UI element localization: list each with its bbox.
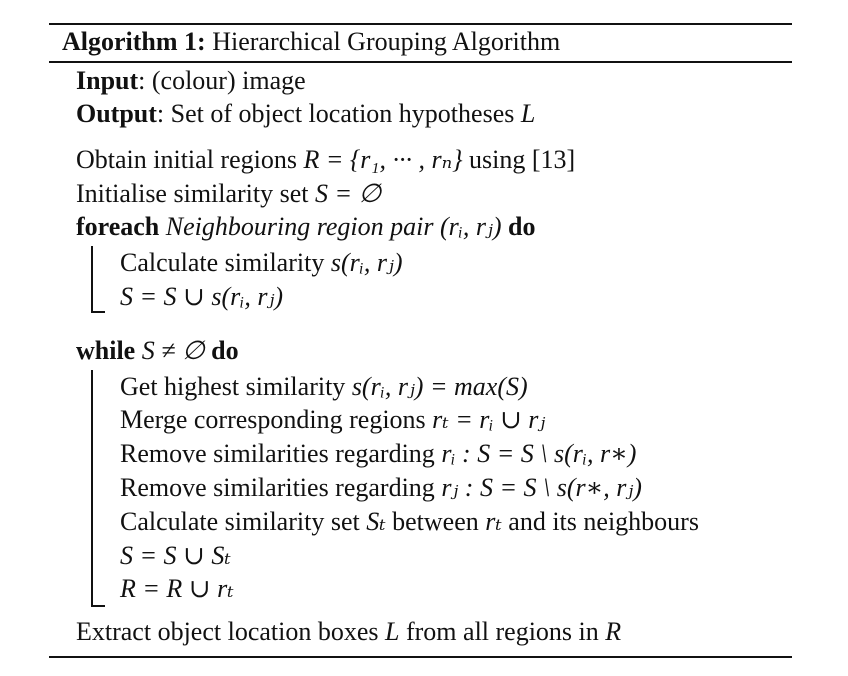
while-body-4-formula: rⱼ : S = S \ s(r∗, rⱼ): [441, 473, 642, 502]
foreach-body-2-formula: S = S ∪ s(rᵢ, rⱼ): [120, 282, 283, 311]
while-block-bar: [91, 370, 93, 606]
foreach-do: do: [508, 212, 536, 241]
foreach-block-foot: [91, 311, 105, 313]
extract-var-l: L: [385, 617, 400, 646]
algorithm-caption: [62, 27, 560, 57]
while-body-5-formula2: rₜ: [485, 507, 502, 536]
foreach-body-1-formula: s(rᵢ, rⱼ): [330, 248, 403, 277]
while-keyword: while: [76, 336, 136, 365]
top-rule: [49, 23, 792, 25]
foreach-condition: Neighbouring region pair: [165, 212, 434, 241]
while-body-1-text: Get highest similarity: [120, 372, 352, 401]
output-line: [76, 99, 535, 129]
init-regions-suffix: using [13]: [462, 145, 576, 174]
foreach-block-bar: [91, 246, 93, 312]
while-do: do: [211, 336, 239, 365]
while-body-7-formula: R = R ∪ rₜ: [120, 574, 234, 603]
while-block-foot: [91, 605, 105, 607]
extract-var-r: R: [605, 617, 622, 646]
while-body-line-6: [120, 541, 231, 571]
while-body-6-formula: S = S ∪ Sₜ: [120, 541, 231, 570]
foreach-body-line-2: [120, 282, 283, 312]
caption-title: Hierarchical Grouping Algorithm: [212, 27, 561, 56]
while-body-3-text: Remove similarities regarding: [120, 439, 442, 468]
extract-mid: from all regions in: [399, 617, 606, 646]
while-body-1-formula: s(rᵢ, rⱼ) = max(S): [351, 372, 528, 401]
while-body-5-suffix2: and its neighbours: [501, 507, 699, 536]
init-similarity-line: [76, 179, 381, 209]
input-line: [76, 66, 306, 96]
extract-text: Extract object location boxes: [76, 617, 386, 646]
init-regions-text: Obtain initial regions: [76, 145, 304, 174]
input-label: Input: [76, 66, 139, 95]
while-body-5-formula: Sₜ: [366, 507, 386, 536]
while-body-5-text: Calculate similarity set: [120, 507, 367, 536]
output-label: Output: [76, 99, 157, 128]
bottom-rule: [49, 656, 792, 658]
foreach-line: [76, 212, 536, 242]
while-body-5-suffix: between: [385, 507, 486, 536]
caption-rule: [49, 61, 792, 63]
while-body-line-4: [120, 473, 642, 503]
while-body-4-text: Remove similarities regarding: [120, 473, 442, 502]
input-text: : (colour) image: [138, 66, 306, 95]
while-condition: S ≠ ∅: [141, 336, 205, 365]
output-var: L: [520, 99, 536, 128]
init-similarity-formula: S = ∅: [315, 179, 382, 208]
init-similarity-text: Initialise similarity set: [76, 179, 316, 208]
extract-line: [76, 617, 621, 647]
foreach-pair: (rᵢ, rⱼ): [440, 212, 502, 241]
output-text: : Set of object location hypotheses: [156, 99, 521, 128]
while-body-line-1: [120, 372, 528, 402]
while-body-3-formula: rᵢ : S = S \ s(rᵢ, r∗): [441, 439, 637, 468]
while-body-2-formula: rₜ = rᵢ ∪ rⱼ: [432, 405, 546, 434]
init-regions-formula: R = {r₁, ··· , rₙ}: [303, 145, 463, 174]
init-regions-line: [76, 145, 575, 175]
caption-label: Algorithm 1:: [62, 27, 206, 56]
while-line: [76, 336, 239, 366]
while-body-line-5: [120, 507, 699, 537]
while-body-line-2: [120, 405, 545, 435]
while-body-line-7: [120, 574, 234, 604]
foreach-body-line-1: [120, 248, 403, 278]
foreach-keyword: foreach: [76, 212, 160, 241]
foreach-body-1-text: Calculate similarity: [120, 248, 331, 277]
while-body-line-3: [120, 439, 636, 469]
while-body-2-text: Merge corresponding regions: [120, 405, 433, 434]
